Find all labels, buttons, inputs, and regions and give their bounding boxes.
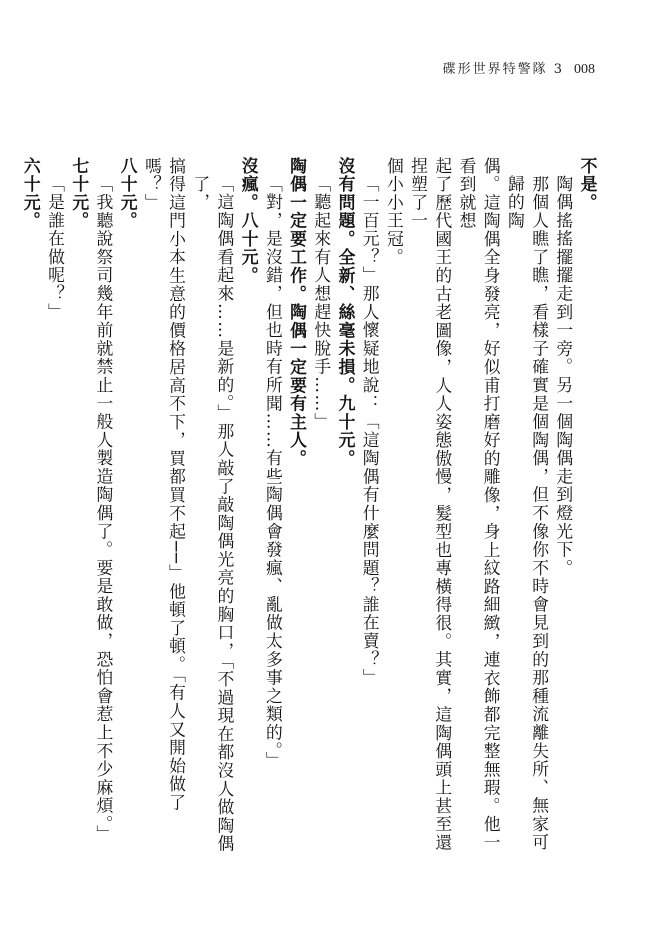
- text-line: 不是。: [578, 157, 598, 212]
- book-title: 碟形世界特警隊 3: [442, 62, 564, 77]
- text-line: 起了歷代國王的古老圖像，人人姿態傲慢，髮型也專橫得很。其實，這陶偶頭上甚至還捏塑了一: [408, 157, 453, 853]
- text-line: 「這陶偶看起來……是新的。」那人敲了敲陶偶光亮的胸口，「不過現在都沒人做陶偶了，: [190, 175, 235, 854]
- page-number: 008: [574, 62, 595, 77]
- text-line: 七十元。: [69, 157, 90, 231]
- text-line: 「我聽說祭司幾年前就禁止一般人製造陶偶了。要是敢做，恐怕會惹上不少麻煩。」: [93, 175, 114, 844]
- text-line: 六十元。: [21, 157, 42, 231]
- text-line: 偶。這陶偶全身發亮，好似甫打磨好的雕像，身上紋路細緻，連衣飾都完整無瑕。他一看到就想: [456, 157, 502, 853]
- vertical-text-block: [21, 157, 600, 857]
- text-line: 那個人瞧了瞧，看樣子確實是個陶偶，但不像你不時會見到的那種流離失所、無家可歸的陶: [505, 175, 550, 853]
- running-header: [443, 58, 595, 78]
- text-line: 陶偶搖搖擺擺走到一旁。另一個陶偶走到燈光下。: [553, 175, 574, 578]
- text-line: 個小小王冠。: [384, 157, 405, 267]
- text-line: 沒有問題。全新、絲毫未損。九十元。: [335, 157, 356, 468]
- text-line: 八十元。: [118, 157, 139, 231]
- text-line: 沒瘋。八十元。: [239, 157, 260, 286]
- text-line: 「聽起來有人想趕快脫手……」: [311, 175, 332, 432]
- text-line: 搞得這門小本生意的價格居高不下，買都買不起──」他頓了頓。「有人又開始做了嗎？」: [142, 157, 187, 812]
- text-line: 陶偶一定要工作。陶偶一定要有主人。: [287, 157, 308, 468]
- text-line: 「是誰在做呢？」: [45, 175, 66, 322]
- text-line: 「一百元？」那人懷疑地說：「這陶偶有什麼問題？誰在賣？」: [360, 175, 381, 688]
- text-line: 「對，是沒錯，但也時有所聞……有些陶偶會發瘋、亂做太多事之類的。」: [263, 175, 284, 771]
